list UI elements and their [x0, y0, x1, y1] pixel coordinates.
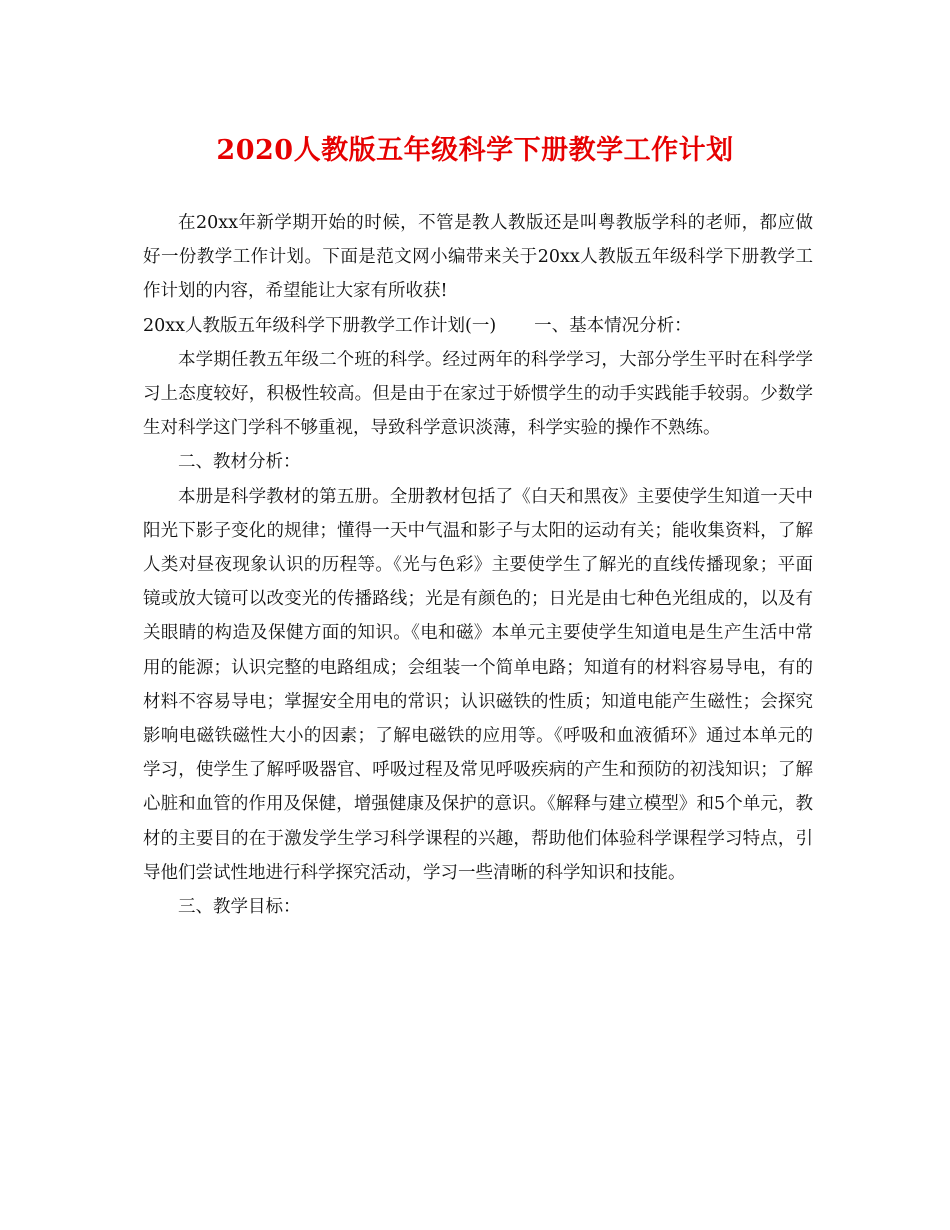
document-title: 2020人教版五年级科学下册教学工作计划 — [216, 135, 734, 166]
intro-paragraph: 在20xx年新学期开始的时候，不管是教人教版还是叫粤教版学科的老师，都应做好一份教学工作计划。下面是范文网小编带来关于20xx人教版五年级科学下册教学工作计划的内容，希望能让大家有所收获! — [143, 213, 813, 302]
plan-heading-line — [143, 309, 813, 343]
section1-heading: 一、基本情况分析： — [534, 315, 692, 336]
section2-heading: 二、教材分析： — [178, 452, 301, 473]
plan-heading: 20xx人教版五年级科学下册教学工作计划(一) — [143, 315, 497, 336]
section3-heading: 三、教学目标： — [178, 897, 301, 918]
section1-body: 本学期任教五年级二个班的科学。经过两年的科学学习，大部分学生平时在科学学习上态度较好，积极性较高。但是由于在家过于娇惯学生的动手实践能手较弱。少数学生对科学这门学科不够重视，导致科学意识淡薄，科学实验的操作不熟练。 — [143, 349, 813, 439]
document-body — [143, 206, 813, 924]
section2-body: 本册是科学教材的第五册。全册教材包括了《白天和黑夜》主要使学生知道一天中阳光下影子变化的规律；懂得一天中气温和影子与太阳的运动有关；能收集资料，了解人类对昼夜现象认识的历程等。《光与色彩》主要使学生了解光的直线传播现象；平面镜或放大镜可以改变光的传播路线；光是有颜色的；日光是由七种色光组成的，以及有关眼睛的构造及保健方面的知识。《电和磁》本单元主要使学生知道电是生产生活中常用的能源；认识完整的电路组成；会组装一个简单电路；知道有的材料容易导电，有的材料不容易导电；掌握安全用电的常识；认识磁铁的性质；知道电能产生磁性；会探究影响电磁铁磁性大小的因素；了解电磁铁的应用等。《呼吸和血液循环》通过本单元的学习，使学生了解呼吸器官、呼吸过程及常见呼吸疾病的产生和预防的初浅知识；了解心脏和血管的作用及保健，增强健康及保护的意识。《解释与建立模型》和5个单元，教材的主要目的在于激发学生学习科学课程的兴趣，帮助他们体验科学课程学习特点，引导他们尝试性地进行科学探究活动，学习一些清晰的科学知识和技能。 — [143, 486, 813, 883]
